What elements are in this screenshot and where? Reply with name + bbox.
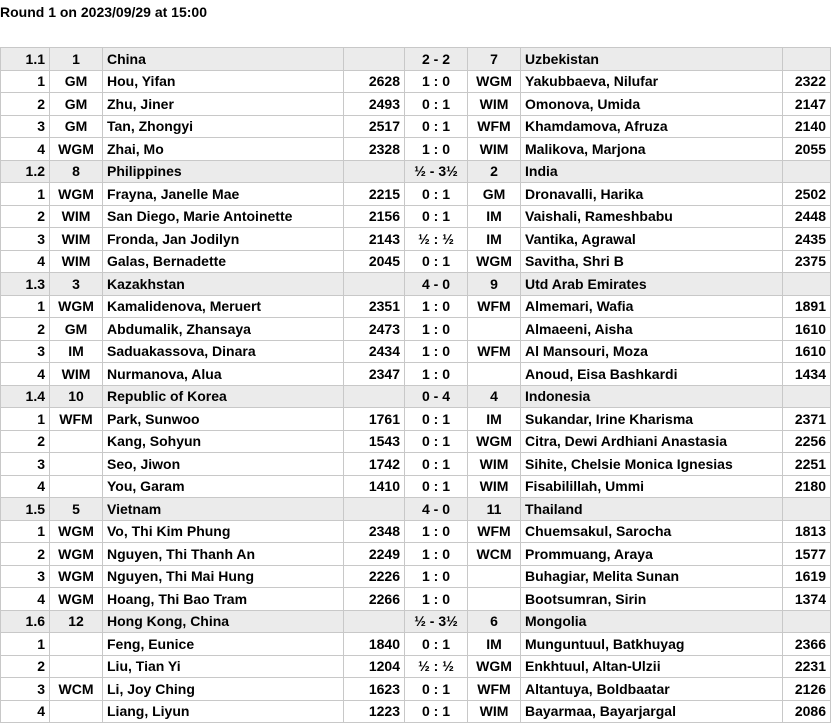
player-a-rating: 2143: [344, 228, 405, 251]
player-a-title: WGM: [50, 565, 103, 588]
match-score: 2 - 2: [405, 48, 468, 71]
team-a-name: Philippines: [103, 160, 344, 183]
team-a-name: Vietnam: [103, 498, 344, 521]
board-number: 2: [1, 430, 50, 453]
player-b-rating: 1813: [783, 520, 831, 543]
player-a-title: GM: [50, 318, 103, 341]
team-a-rating-blank: [344, 160, 405, 183]
game-result: 0 : 1: [405, 700, 468, 723]
player-a-rating: 2348: [344, 520, 405, 543]
player-a-name: Zhai, Mo: [103, 138, 344, 161]
player-a-rating: 2434: [344, 340, 405, 363]
player-b-rating: 1610: [783, 318, 831, 341]
team-b-seed: 9: [468, 273, 521, 296]
player-a-title: WGM: [50, 520, 103, 543]
board-row: [1, 475, 831, 498]
match-number: 1.6: [1, 610, 50, 633]
player-b-title: WGM: [468, 655, 521, 678]
game-result: 1 : 0: [405, 318, 468, 341]
player-a-title: GM: [50, 70, 103, 93]
player-b-title: WFM: [468, 115, 521, 138]
player-a-rating: 1840: [344, 633, 405, 656]
team-b-seed: 11: [468, 498, 521, 521]
board-number: 4: [1, 475, 50, 498]
game-result: 1 : 0: [405, 295, 468, 318]
player-a-rating: 1761: [344, 408, 405, 431]
player-a-title: WIM: [50, 250, 103, 273]
team-b-rating-blank: [783, 498, 831, 521]
player-b-name: Altantuya, Boldbaatar: [521, 678, 783, 701]
player-b-name: Khamdamova, Afruza: [521, 115, 783, 138]
player-b-name: Almemari, Wafia: [521, 295, 783, 318]
player-b-rating: 1619: [783, 565, 831, 588]
player-b-title: WCM: [468, 543, 521, 566]
board-number: 3: [1, 565, 50, 588]
player-b-title: WFM: [468, 340, 521, 363]
player-a-name: Li, Joy Ching: [103, 678, 344, 701]
team-b-seed: 7: [468, 48, 521, 71]
player-b-name: Bayarmaa, Bayarjargal: [521, 700, 783, 723]
board-number: 2: [1, 655, 50, 678]
game-result: 0 : 1: [405, 93, 468, 116]
board-number: 3: [1, 115, 50, 138]
player-a-title: WIM: [50, 228, 103, 251]
player-a-name: Galas, Bernadette: [103, 250, 344, 273]
player-b-name: Bootsumran, Sirin: [521, 588, 783, 611]
player-a-rating: 1543: [344, 430, 405, 453]
team-match-row: [1, 498, 831, 521]
team-b-seed: 2: [468, 160, 521, 183]
game-result: 1 : 0: [405, 363, 468, 386]
board-number: 1: [1, 70, 50, 93]
board-number: 2: [1, 205, 50, 228]
game-result: 0 : 1: [405, 183, 468, 206]
player-a-rating: 2226: [344, 565, 405, 588]
match-score: ½ - 3½: [405, 160, 468, 183]
player-a-title: IM: [50, 340, 103, 363]
player-a-rating: 2328: [344, 138, 405, 161]
player-a-rating: 2266: [344, 588, 405, 611]
player-a-name: Feng, Eunice: [103, 633, 344, 656]
player-a-title: GM: [50, 93, 103, 116]
player-a-name: Nguyen, Thi Thanh An: [103, 543, 344, 566]
team-match-row: [1, 48, 831, 71]
player-a-rating: 2628: [344, 70, 405, 93]
player-b-rating: 2371: [783, 408, 831, 431]
player-a-name: San Diego, Marie Antoinette: [103, 205, 344, 228]
player-b-name: Chuemsakul, Sarocha: [521, 520, 783, 543]
player-a-title: WIM: [50, 205, 103, 228]
game-result: 0 : 1: [405, 115, 468, 138]
board-row: [1, 340, 831, 363]
player-b-name: Dronavalli, Harika: [521, 183, 783, 206]
player-b-title: WIM: [468, 138, 521, 161]
team-a-seed: 8: [50, 160, 103, 183]
board-row: [1, 205, 831, 228]
player-a-name: Nguyen, Thi Mai Hung: [103, 565, 344, 588]
player-b-name: Citra, Dewi Ardhiani Anastasia: [521, 430, 783, 453]
team-a-name: China: [103, 48, 344, 71]
player-b-rating: 2147: [783, 93, 831, 116]
team-b-rating-blank: [783, 385, 831, 408]
player-b-title: IM: [468, 633, 521, 656]
player-a-title: WIM: [50, 363, 103, 386]
player-a-name: Liang, Liyun: [103, 700, 344, 723]
team-a-seed: 10: [50, 385, 103, 408]
board-number: 2: [1, 93, 50, 116]
board-row: [1, 183, 831, 206]
board-number: 4: [1, 700, 50, 723]
board-number: 1: [1, 295, 50, 318]
team-b-rating-blank: [783, 48, 831, 71]
team-b-name: Utd Arab Emirates: [521, 273, 783, 296]
player-b-title: [468, 318, 521, 341]
team-a-rating-blank: [344, 273, 405, 296]
player-a-title: [50, 655, 103, 678]
team-a-seed: 5: [50, 498, 103, 521]
team-match-row: [1, 385, 831, 408]
player-b-name: Almaeeni, Aisha: [521, 318, 783, 341]
game-result: 0 : 1: [405, 453, 468, 476]
player-b-name: Omonova, Umida: [521, 93, 783, 116]
player-a-name: Tan, Zhongyi: [103, 115, 344, 138]
game-result: 0 : 1: [405, 633, 468, 656]
match-number: 1.5: [1, 498, 50, 521]
team-b-rating-blank: [783, 610, 831, 633]
team-a-rating-blank: [344, 610, 405, 633]
game-result: 0 : 1: [405, 475, 468, 498]
team-b-seed: 6: [468, 610, 521, 633]
board-row: [1, 250, 831, 273]
player-b-title: WIM: [468, 700, 521, 723]
player-b-rating: 2322: [783, 70, 831, 93]
player-b-rating: 1434: [783, 363, 831, 386]
player-b-rating: 2055: [783, 138, 831, 161]
game-result: ½ : ½: [405, 228, 468, 251]
player-b-title: GM: [468, 183, 521, 206]
player-a-rating: 2045: [344, 250, 405, 273]
player-a-title: WGM: [50, 543, 103, 566]
team-a-rating-blank: [344, 498, 405, 521]
game-result: 0 : 1: [405, 678, 468, 701]
player-a-title: GM: [50, 115, 103, 138]
player-b-rating: 2251: [783, 453, 831, 476]
player-b-rating: 2140: [783, 115, 831, 138]
player-b-rating: 2366: [783, 633, 831, 656]
player-a-rating: 1223: [344, 700, 405, 723]
player-b-title: WFM: [468, 678, 521, 701]
board-row: [1, 700, 831, 723]
board-number: 4: [1, 588, 50, 611]
player-b-name: Anoud, Eisa Bashkardi: [521, 363, 783, 386]
player-a-rating: 2156: [344, 205, 405, 228]
player-b-title: IM: [468, 228, 521, 251]
game-result: 0 : 1: [405, 250, 468, 273]
board-row: [1, 363, 831, 386]
player-a-rating: 1623: [344, 678, 405, 701]
player-b-rating: 2086: [783, 700, 831, 723]
board-row: [1, 318, 831, 341]
team-match-row: [1, 610, 831, 633]
match-number: 1.3: [1, 273, 50, 296]
player-b-title: WGM: [468, 250, 521, 273]
board-row: [1, 295, 831, 318]
player-a-name: Saduakassova, Dinara: [103, 340, 344, 363]
player-b-title: WIM: [468, 475, 521, 498]
board-number: 1: [1, 633, 50, 656]
player-a-name: Nurmanova, Alua: [103, 363, 344, 386]
board-row: [1, 520, 831, 543]
player-b-title: WFM: [468, 520, 521, 543]
team-b-name: Indonesia: [521, 385, 783, 408]
team-a-name: Republic of Korea: [103, 385, 344, 408]
player-a-name: Seo, Jiwon: [103, 453, 344, 476]
player-b-name: Sukandar, Irine Kharisma: [521, 408, 783, 431]
player-b-rating: 2448: [783, 205, 831, 228]
board-number: 1: [1, 520, 50, 543]
team-a-seed: 3: [50, 273, 103, 296]
player-a-name: Zhu, Jiner: [103, 93, 344, 116]
board-row: [1, 138, 831, 161]
game-result: 0 : 1: [405, 205, 468, 228]
match-score: 0 - 4: [405, 385, 468, 408]
team-b-rating-blank: [783, 160, 831, 183]
team-b-rating-blank: [783, 273, 831, 296]
match-number: 1.4: [1, 385, 50, 408]
player-b-rating: 1374: [783, 588, 831, 611]
player-a-rating: 2493: [344, 93, 405, 116]
player-a-rating: 2249: [344, 543, 405, 566]
player-a-name: Kamalidenova, Meruert: [103, 295, 344, 318]
player-a-title: [50, 430, 103, 453]
player-a-name: Vo, Thi Kim Phung: [103, 520, 344, 543]
game-result: 1 : 0: [405, 520, 468, 543]
player-a-title: WCM: [50, 678, 103, 701]
team-a-name: Hong Kong, China: [103, 610, 344, 633]
game-result: 0 : 1: [405, 408, 468, 431]
player-b-name: Vantika, Agrawal: [521, 228, 783, 251]
team-match-row: [1, 273, 831, 296]
player-b-title: WIM: [468, 453, 521, 476]
player-b-title: WGM: [468, 70, 521, 93]
board-row: [1, 565, 831, 588]
player-a-title: WGM: [50, 588, 103, 611]
player-a-title: [50, 700, 103, 723]
board-row: [1, 228, 831, 251]
player-b-name: Enkhtuul, Altan-Ulzii: [521, 655, 783, 678]
board-number: 2: [1, 318, 50, 341]
player-a-name: Abdumalik, Zhansaya: [103, 318, 344, 341]
player-a-rating: 2347: [344, 363, 405, 386]
player-b-rating: 1577: [783, 543, 831, 566]
player-a-name: Hou, Yifan: [103, 70, 344, 93]
player-b-name: Malikova, Marjona: [521, 138, 783, 161]
board-number: 4: [1, 363, 50, 386]
player-a-name: Fronda, Jan Jodilyn: [103, 228, 344, 251]
team-a-name: Kazakhstan: [103, 273, 344, 296]
team-b-name: Thailand: [521, 498, 783, 521]
player-b-title: WFM: [468, 295, 521, 318]
player-a-rating: 2473: [344, 318, 405, 341]
player-a-title: WGM: [50, 138, 103, 161]
player-a-rating: 1742: [344, 453, 405, 476]
player-b-title: WGM: [468, 430, 521, 453]
player-b-name: Munguntuul, Batkhuyag: [521, 633, 783, 656]
game-result: 1 : 0: [405, 588, 468, 611]
team-a-rating-blank: [344, 385, 405, 408]
board-number: 3: [1, 453, 50, 476]
player-b-name: Fisabilillah, Ummi: [521, 475, 783, 498]
board-row: [1, 633, 831, 656]
player-b-title: IM: [468, 205, 521, 228]
board-row: [1, 408, 831, 431]
player-b-title: [468, 363, 521, 386]
board-number: 1: [1, 183, 50, 206]
board-number: 4: [1, 250, 50, 273]
match-score: 4 - 0: [405, 498, 468, 521]
player-a-rating: 2517: [344, 115, 405, 138]
player-a-rating: 2351: [344, 295, 405, 318]
board-number: 4: [1, 138, 50, 161]
team-b-name: Uzbekistan: [521, 48, 783, 71]
board-row: [1, 655, 831, 678]
page-title: Round 1 on 2023/09/29 at 15:00: [0, 4, 207, 20]
player-b-title: [468, 565, 521, 588]
player-b-rating: 2375: [783, 250, 831, 273]
player-a-title: [50, 453, 103, 476]
team-b-name: Mongolia: [521, 610, 783, 633]
board-row: [1, 453, 831, 476]
board-row: [1, 543, 831, 566]
player-b-name: Vaishali, Rameshbabu: [521, 205, 783, 228]
board-row: [1, 93, 831, 116]
game-result: ½ : ½: [405, 655, 468, 678]
board-number: 1: [1, 408, 50, 431]
player-a-name: Park, Sunwoo: [103, 408, 344, 431]
board-number: 3: [1, 340, 50, 363]
player-b-title: [468, 588, 521, 611]
game-result: 1 : 0: [405, 70, 468, 93]
player-b-name: Al Mansouri, Moza: [521, 340, 783, 363]
pairings-body: [1, 48, 831, 723]
game-result: 0 : 1: [405, 430, 468, 453]
team-a-rating-blank: [344, 48, 405, 71]
player-b-rating: 2502: [783, 183, 831, 206]
match-score: ½ - 3½: [405, 610, 468, 633]
board-number: 3: [1, 678, 50, 701]
player-b-rating: 2435: [783, 228, 831, 251]
match-number: 1.2: [1, 160, 50, 183]
player-a-rating: 1204: [344, 655, 405, 678]
board-row: [1, 115, 831, 138]
player-a-title: [50, 475, 103, 498]
player-b-rating: 2126: [783, 678, 831, 701]
player-a-title: WGM: [50, 295, 103, 318]
game-result: 1 : 0: [405, 340, 468, 363]
player-b-rating: 2256: [783, 430, 831, 453]
game-result: 1 : 0: [405, 543, 468, 566]
player-a-name: Frayna, Janelle Mae: [103, 183, 344, 206]
board-row: [1, 430, 831, 453]
player-b-rating: 2180: [783, 475, 831, 498]
board-number: 2: [1, 543, 50, 566]
player-b-name: Sihite, Chelsie Monica Ignesias: [521, 453, 783, 476]
player-b-rating: 1610: [783, 340, 831, 363]
team-a-seed: 1: [50, 48, 103, 71]
player-a-title: WGM: [50, 183, 103, 206]
board-row: [1, 588, 831, 611]
player-a-rating: 1410: [344, 475, 405, 498]
player-b-name: Yakubbaeva, Nilufar: [521, 70, 783, 93]
team-b-seed: 4: [468, 385, 521, 408]
game-result: 1 : 0: [405, 138, 468, 161]
team-b-name: India: [521, 160, 783, 183]
match-number: 1.1: [1, 48, 50, 71]
board-row: [1, 678, 831, 701]
match-score: 4 - 0: [405, 273, 468, 296]
team-a-seed: 12: [50, 610, 103, 633]
player-a-title: [50, 633, 103, 656]
player-b-name: Savitha, Shri B: [521, 250, 783, 273]
player-b-rating: 1891: [783, 295, 831, 318]
player-a-name: Hoang, Thi Bao Tram: [103, 588, 344, 611]
board-row: [1, 70, 831, 93]
player-a-name: Kang, Sohyun: [103, 430, 344, 453]
player-a-name: You, Garam: [103, 475, 344, 498]
player-a-rating: 2215: [344, 183, 405, 206]
pairings-table: [0, 47, 831, 723]
player-a-title: WFM: [50, 408, 103, 431]
player-a-name: Liu, Tian Yi: [103, 655, 344, 678]
board-number: 3: [1, 228, 50, 251]
player-b-title: IM: [468, 408, 521, 431]
player-b-rating: 2231: [783, 655, 831, 678]
team-match-row: [1, 160, 831, 183]
game-result: 1 : 0: [405, 565, 468, 588]
player-b-title: WIM: [468, 93, 521, 116]
player-b-name: Buhagiar, Melita Sunan: [521, 565, 783, 588]
player-b-name: Prommuang, Araya: [521, 543, 783, 566]
